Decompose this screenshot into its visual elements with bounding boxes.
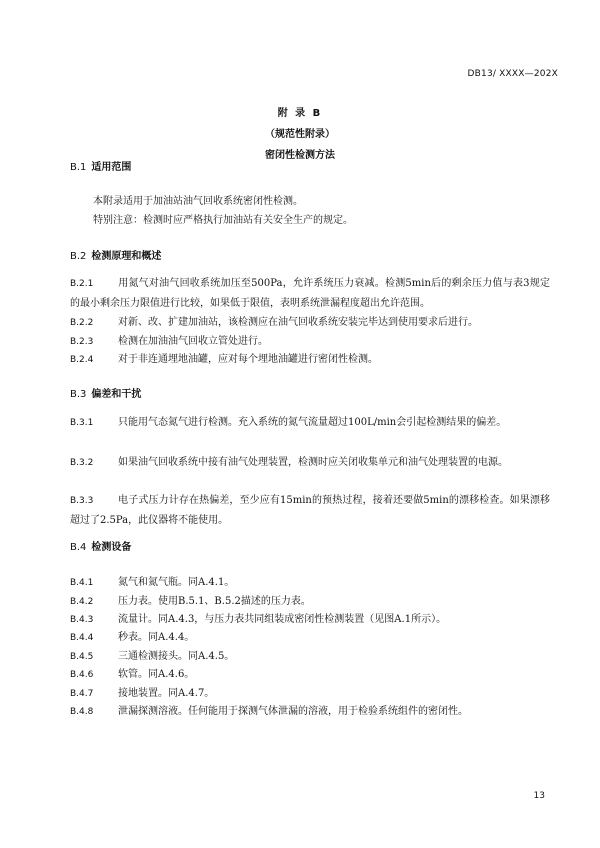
clause-text: 用氮气对油气回收系统加压至500Pa，允许系统压力衰减。检测5min后的剩余压力值与表3规定的最小剩余压力限值进行比较，如果低于限值，表明系统泄漏程度超出允许范围。	[70, 278, 550, 309]
clause-number: B.2.1	[70, 279, 94, 289]
section-heading-b4	[70, 538, 131, 553]
clause-text: 秒表。同A.4.4。	[118, 632, 195, 643]
clause-number: B.4.1	[70, 578, 94, 588]
section-number: B.4	[70, 542, 87, 553]
clause-number: B.2.3	[70, 337, 94, 347]
annex-nature: （规范性附录）	[265, 129, 335, 140]
clause-number: B.3.3	[70, 496, 94, 506]
clause-text: 如果油气回收系统中接有油气处理装置，检测时应关闭收集单元和油气处理装置的电源。	[118, 457, 508, 468]
clause-item	[70, 274, 550, 313]
clause-item	[70, 573, 550, 593]
clause-item	[70, 665, 550, 685]
clause-item	[70, 702, 550, 722]
clause-item	[70, 332, 550, 352]
clause-text: 电子式压力计存在热偏差，至少应有15min的预热过程，接着还要做5min的漂移检查。如果漂移超过了2.5Pa，此仪器将不能使用。	[70, 495, 550, 526]
clause-item	[70, 610, 550, 630]
section-heading-b2	[70, 247, 161, 262]
clause-item	[70, 592, 550, 612]
section-heading-b3	[70, 385, 141, 400]
clause-number: B.2.2	[70, 318, 94, 328]
paragraph: 本附录适用于加油站油气回收系统密闭性检测。	[93, 196, 303, 207]
clause-item	[70, 413, 550, 433]
clause-text: 泄漏探测溶液。任何能用于探测气体泄漏的溶液，用于检验系统组件的密闭性。	[118, 706, 468, 717]
clause-item	[70, 313, 550, 333]
clause-number: B.3.1	[70, 418, 94, 428]
section-title: 适用范围	[91, 162, 132, 173]
page-number: 13	[533, 791, 545, 801]
annex-name: 密闭性检测方法	[265, 150, 335, 161]
clause-number: B.4.4	[70, 633, 94, 643]
clause-number: B.4.5	[70, 652, 94, 662]
clause-text: 对新、改、扩建加油站，该检测应在油气回收系统安装完毕达到使用要求后进行。	[118, 317, 478, 328]
clause-text: 只能用气态氮气进行检测。充入系统的氮气流量超过100L/min会引起检测结果的偏差。	[118, 417, 507, 428]
annex-title: 附 录 B	[277, 108, 323, 119]
clause-text: 压力表。使用B.5.1、B.5.2描述的压力表。	[118, 596, 311, 607]
standard-code: DB13/ XXXX—202X	[467, 69, 558, 79]
clause-item	[70, 647, 550, 667]
paragraph: 特别注意：检测时应严格执行加油站有关安全生产的规定。	[93, 215, 353, 226]
clause-number: B.4.2	[70, 597, 94, 607]
clause-text: 接地装置。同A.4.7。	[118, 688, 215, 699]
clause-number: B.4.6	[70, 670, 94, 680]
clause-number: B.2.4	[70, 355, 94, 365]
section-title: 检测设备	[91, 542, 132, 553]
section-title: 偏差和干扰	[91, 389, 142, 400]
clause-item	[70, 453, 550, 473]
clause-number: B.4.8	[70, 707, 94, 717]
clause-number: B.3.2	[70, 458, 94, 468]
clause-item	[70, 350, 550, 370]
clause-text: 流量计。同A.4.3，与压力表共同组装成密闭性检测装置（见图A.1所示）。	[118, 614, 447, 625]
section-title: 检测原理和概述	[91, 251, 162, 262]
section-number: B.1	[70, 162, 87, 173]
clause-text: 三通检测接头。同A.4.5。	[118, 651, 235, 662]
clause-text: 对于非连通埋地油罐，应对每个埋地油罐进行密闭性检测。	[118, 354, 378, 365]
clause-item	[70, 684, 550, 704]
clause-text: 检测在加油油气回收立管处进行。	[118, 336, 268, 347]
section-number: B.3	[70, 389, 87, 400]
clause-item	[70, 628, 550, 648]
clause-text: 软管。同A.4.6。	[118, 669, 195, 680]
clause-text: 氮气和氮气瓶。同A.4.1。	[118, 577, 235, 588]
section-number: B.2	[70, 251, 87, 262]
clause-number: B.4.7	[70, 689, 94, 699]
section-heading-b1	[70, 158, 131, 173]
clause-item	[70, 491, 550, 530]
clause-number: B.4.3	[70, 615, 94, 625]
